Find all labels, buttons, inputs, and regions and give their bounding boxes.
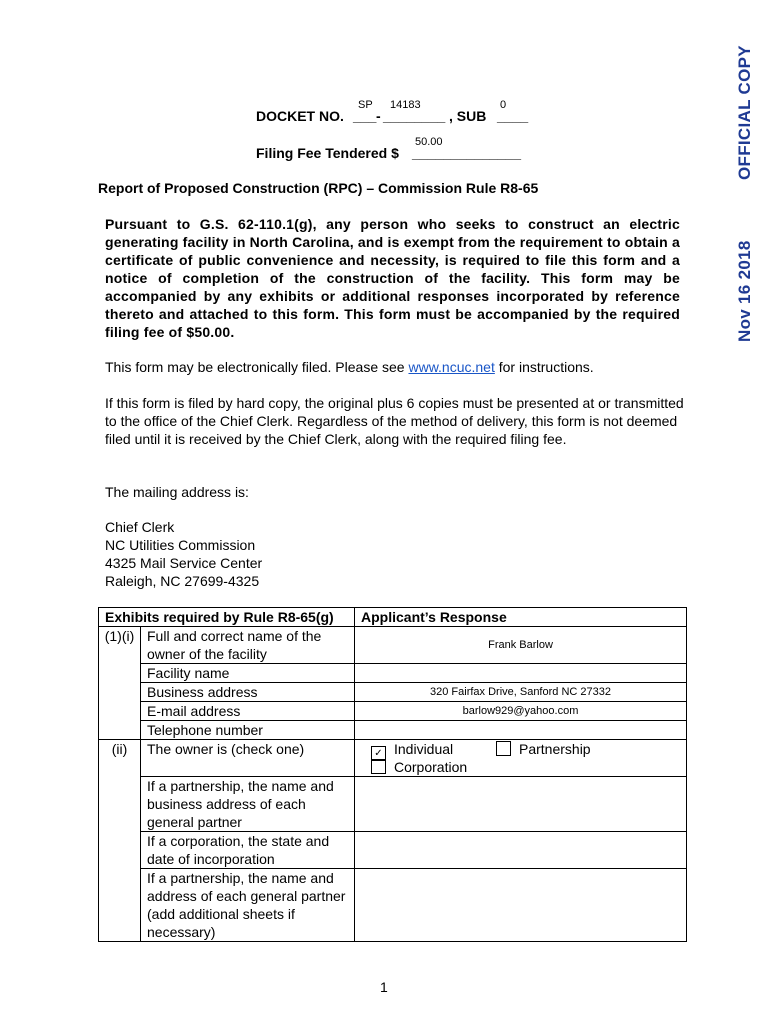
general-partner-value	[355, 869, 687, 942]
table-row	[99, 702, 687, 721]
incorporation-value	[355, 832, 687, 869]
filing-fee-label: Filing Fee Tendered $	[256, 145, 399, 161]
docket-prefix-blank: ___	[353, 108, 377, 124]
table-row	[99, 740, 687, 777]
header-response: Applicant’s Response	[355, 608, 687, 627]
owner-name-value: Frank Barlow	[355, 627, 687, 664]
efile-text-after: for instructions.	[494, 359, 594, 375]
address-line: NC Utilities Commission	[105, 537, 256, 553]
official-copy-stamp: OFFICIAL COPY	[735, 45, 754, 180]
mailing-intro: The mailing address is:	[105, 484, 249, 500]
official-stamp	[735, 0, 765, 1024]
mailing-address	[105, 518, 262, 590]
page-title: Report of Proposed Construction (RPC) – Commission Rule R8-65	[98, 180, 539, 196]
row-label: E-mail address	[141, 702, 355, 721]
address-line: Raleigh, NC 27699-4325	[105, 573, 260, 589]
business-address-value: 320 Fairfax Drive, Sanford NC 27332	[355, 683, 687, 702]
table-row	[99, 777, 687, 832]
option-label: Partnership	[519, 741, 591, 757]
telephone-value	[355, 721, 687, 740]
docket-line	[256, 97, 546, 127]
table-row	[99, 869, 687, 942]
facility-name-value	[355, 664, 687, 683]
header-exhibits: Exhibits required by Rule R8-65(g)	[99, 608, 355, 627]
row-label: Business address	[141, 683, 355, 702]
table-row	[99, 627, 687, 664]
item-number: (1)(i)	[99, 627, 141, 740]
docket-sub-label: , SUB	[449, 108, 487, 124]
item-number: (ii)	[99, 740, 141, 942]
docket-sub-value: 0	[500, 99, 507, 111]
table-row	[99, 683, 687, 702]
intro-paragraph: Pursuant to G.S. 62-110.1(g), any person who seeks to construct an electric generating facility in North Carolina, and is exempt from the requirement to obtain a certificate of public convenience and necessity, is required to file this form and a notice of completion of the construction of the facility. This form may be accompanied by any exhibits or additional responses incorporated by reference thereto and attached to this form. This form must be accompanied by the required filing fee of $50.00.	[105, 216, 680, 340]
docket-label: DOCKET NO.	[256, 108, 344, 124]
row-label: If a corporation, the state and date of incorporation	[141, 832, 355, 869]
filing-fee-value: 50.00	[415, 136, 443, 148]
row-label: Full and correct name of the owner of the facility	[141, 627, 355, 664]
filing-fee-line	[256, 135, 546, 165]
docket-prefix-value: SP	[358, 99, 373, 111]
docket-dash: -	[376, 108, 381, 124]
option-label: Individual	[394, 741, 454, 757]
owner-type-options	[355, 740, 687, 777]
option-label: Corporation	[394, 759, 468, 775]
page-number: 1	[380, 979, 388, 995]
filing-date-stamp: Nov 16 2018	[735, 240, 754, 342]
exhibits-table	[98, 607, 687, 942]
partnership-checkbox[interactable]	[496, 741, 511, 756]
row-label: If a partnership, the name and address of each general partner (add additional sheets if necessary)	[141, 869, 355, 942]
individual-checkbox[interactable]: ✓	[371, 746, 386, 761]
address-line: 4325 Mail Service Center	[105, 555, 263, 571]
option-corporation[interactable]	[371, 758, 467, 776]
efile-paragraph	[105, 358, 685, 376]
filing-fee-blank: ______________	[412, 145, 522, 161]
ncuc-link[interactable]: www.ncuc.net	[408, 359, 495, 375]
hardcopy-paragraph: If this form is filed by hard copy, the original plus 6 copies must be presented at or transmitted to the office of the Chief Clerk. Regardless of the method of delivery, this form is not deemed filed until it is received by the Chief Clerk, along with the required filing fee.	[105, 395, 684, 447]
row-label: Telephone number	[141, 721, 355, 740]
row-label: If a partnership, the name and business address of each general partner	[141, 777, 355, 832]
partner-address-value	[355, 777, 687, 832]
docket-number-blank: ________	[383, 108, 446, 124]
row-label: Facility name	[141, 664, 355, 683]
table-row	[99, 832, 687, 869]
docket-sub-blank: ____	[497, 108, 529, 124]
row-label: The owner is (check one)	[141, 740, 355, 777]
table-header-row	[99, 608, 687, 627]
email-value: barlow929@yahoo.com	[355, 702, 687, 721]
table-row	[99, 664, 687, 683]
table-row	[99, 721, 687, 740]
efile-text-before: This form may be electronically filed. Please see	[105, 359, 409, 375]
docket-number-value: 14183	[390, 99, 421, 111]
corporation-checkbox[interactable]	[371, 759, 386, 774]
option-partnership[interactable]	[496, 740, 591, 758]
address-line: Chief Clerk	[105, 519, 175, 535]
